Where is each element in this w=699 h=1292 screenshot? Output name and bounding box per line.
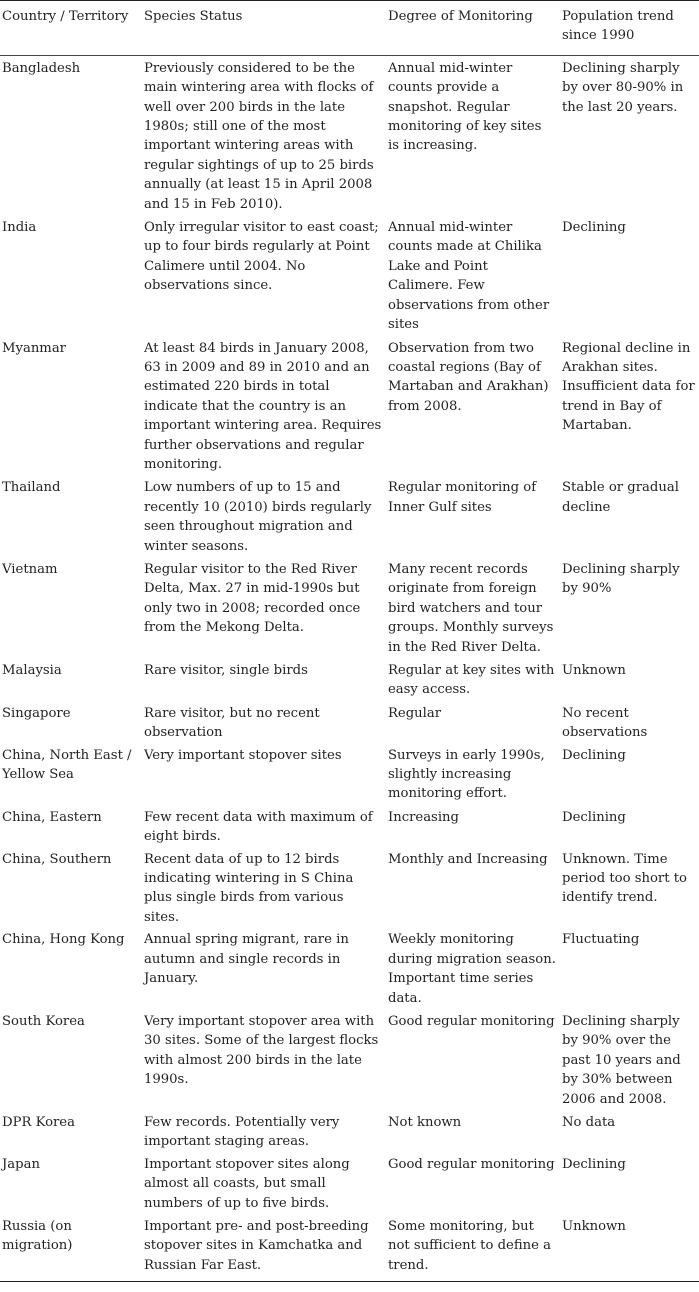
country-cell: Japan (2, 1156, 40, 1172)
header-species-status: Species Status (142, 1, 386, 56)
species-status-cell: Rare visitor, single birds (144, 663, 308, 678)
header-country: Country / Territory (0, 1, 142, 56)
trend-cell: Fluctuating (562, 932, 640, 948)
trend-cell: Declining sharply by 90% over the past 10 years and by 30% between 2006 and 2008. (562, 1013, 681, 1107)
header-population-trend: Population trend since 1990 (560, 1, 699, 56)
trend-cell: No recent observations (562, 705, 648, 741)
trend-cell: Declining (562, 747, 626, 763)
monitoring-cell: Some monitoring, but not sufficient to define a trend. (388, 1218, 551, 1273)
trend-cell: Unknown. Time period too short to identify trend. (562, 851, 687, 906)
species-status-cell: Very important stopover area with 30 sites. Some of the largest flocks with almost 200 birds in the late 1990s. (144, 1013, 379, 1088)
species-status-cell: Recent data of up to 12 birds indicating wintering in S China plus single birds from various sites. (144, 851, 354, 925)
country-cell: Singapore (2, 705, 71, 721)
species-status-cell: Few records. Potentially very important staging areas. (144, 1114, 340, 1150)
species-status-cell: Few recent data with maximum of eight birds. (144, 809, 373, 845)
table-row (0, 1216, 699, 1282)
species-status-cell: Previously considered to be the main wintering area with flocks of well over 200 birds in the late 1980s; still one of the most important wintering areas with regular sightings of up to 25 birds annually (at least 15 in April 2008 and 15 in Feb 2010). (144, 60, 374, 212)
species-status-cell: Regular visitor to the Red River Delta, Max. 27 in mid-1990s but only two in 2008; recorded once from the Mekong Delta. (144, 561, 361, 636)
monitoring-cell: Observation from two coastal regions (Bay of Martaban and Arakhan) from 2008. (388, 340, 549, 414)
country-cell: South Korea (2, 1013, 85, 1029)
table-row (0, 1154, 699, 1216)
species-status-cell: Only irregular visitor to east coast; up to four birds regularly at Point Calimere until 2004. No observations since. (144, 220, 379, 294)
species-status-cell: Low numbers of up to 15 and recently 10 (2010) birds regularly seen throughout migration and winter seasons. (144, 480, 372, 554)
species-status-cell: Rare visitor, but no recent observation (144, 705, 320, 741)
table-row (0, 217, 699, 337)
table-row (0, 660, 699, 703)
monitoring-cell: Many recent records originate from foreign bird watchers and tour groups. Monthly surveys in the Red River Delta. (388, 561, 554, 655)
trend-cell: Declining (562, 809, 626, 825)
table-row (0, 1112, 699, 1154)
table-row (0, 338, 699, 478)
table-row (0, 477, 699, 559)
country-cell: Myanmar (2, 340, 66, 356)
monitoring-cell: Annual mid-winter counts provide a snapshot. Regular monitoring of key sites is increasing. (388, 60, 542, 154)
country-cell: China, Southern (2, 851, 112, 867)
table-row (0, 703, 699, 745)
species-status-cell: Important stopover sites along almost all coasts, but small numbers of up to five birds. (144, 1156, 350, 1211)
country-cell: Vietnam (2, 561, 58, 577)
country-cell: Thailand (2, 480, 61, 496)
trend-cell: Declining sharply by 90% (562, 561, 680, 597)
trend-cell: Declining (562, 1156, 626, 1172)
monitoring-cell: Regular at key sites with easy access. (388, 663, 555, 698)
country-cell: China, Hong Kong (2, 932, 125, 948)
trend-cell: Stable or gradual decline (562, 480, 679, 515)
monitoring-cell: Increasing (388, 809, 459, 825)
table-row (0, 1011, 699, 1112)
trend-cell: No data (562, 1114, 616, 1130)
monitoring-cell: Regular monitoring of Inner Gulf sites (388, 480, 537, 515)
monitoring-cell: Good regular monitoring (388, 1156, 555, 1172)
table-row (0, 929, 699, 1011)
monitoring-cell: Monthly and Increasing (388, 851, 548, 867)
monitoring-cell: Annual mid-winter counts made at Chilika Lake and Point Calimere. Few observations from other sites (388, 220, 550, 333)
species-status-cell: Very important stopover sites (144, 747, 342, 763)
table-body (0, 55, 699, 1281)
species-status-cell: Important pre- and post-breeding stopover sites in Kamchatka and Russian Far East. (144, 1218, 369, 1273)
country-cell: Malaysia (2, 663, 62, 678)
country-cell: Russia (on migration) (2, 1218, 73, 1254)
monitoring-cell: Good regular monitoring (388, 1013, 555, 1029)
country-cell: DPR Korea (2, 1114, 75, 1130)
table-header (0, 1, 699, 56)
table-row (0, 807, 699, 849)
country-cell: China, Eastern (2, 809, 102, 825)
monitoring-cell: Surveys in early 1990s, slightly increasing monitoring effort. (388, 747, 545, 802)
monitoring-cell: Regular (388, 705, 442, 721)
species-status-cell: At least 84 birds in January 2008, 63 in 2009 and 89 in 2010 and an estimated 220 birds in total indicate that the country is an important wintering area. Requires further observations and regular monitoring. (144, 340, 382, 472)
header-degree-of-monitoring: Degree of Monitoring (386, 1, 560, 56)
country-cell: India (2, 220, 37, 236)
header-row (0, 1, 699, 56)
trend-cell: Declining (562, 220, 626, 236)
table-row (0, 745, 699, 807)
monitoring-cell: Not known (388, 1114, 462, 1130)
table-row (0, 849, 699, 930)
species-status-cell: Annual spring migrant, rare in autumn and single records in January. (144, 932, 349, 987)
trend-cell: Unknown (562, 663, 626, 678)
country-cell: China, North East / Yellow Sea (2, 747, 132, 783)
monitoring-cell: Weekly monitoring during migration season. Important time series data. (388, 932, 556, 1006)
country-cell: Bangladesh (2, 60, 81, 76)
trend-cell: Unknown (562, 1218, 626, 1234)
table-row (0, 55, 699, 217)
table-row (0, 559, 699, 660)
trend-cell: Regional decline in Arakhan sites. Insufficient data for trend in Bay of Martaban. (562, 340, 695, 434)
trend-cell: Declining sharply by over 80-90% in the last 20 years. (562, 60, 684, 115)
